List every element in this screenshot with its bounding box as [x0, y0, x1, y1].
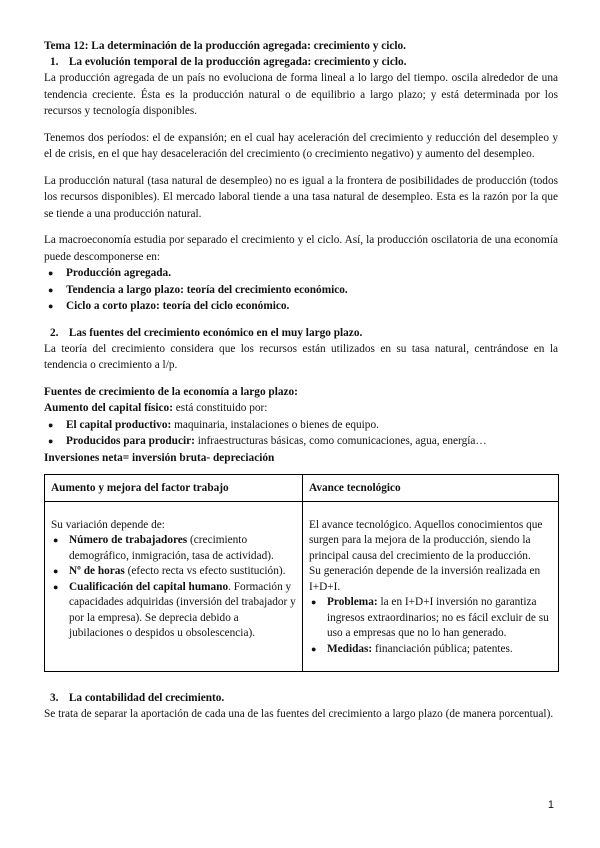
sources-subheading: Fuentes de crecimiento de la economía a largo plazo:: [44, 385, 298, 398]
item-label: El capital productivo:: [66, 418, 172, 431]
document-page: [44, 38, 558, 723]
section-1-paragraph-3: La producción natural (tasa natural de desempleo) no es igual a la frontera de posibilidades de producción (todos los recursos disponibles). El mercado laboral tiende a una tasa natural de desempleo. Esta es la razón por la que se tiende a una producción natural.: [44, 174, 558, 220]
section-1-paragraph-4: La macroeconomía estudia por separado el crecimiento y el ciclo. Así, la producción oscilatoria de una economía puede descomponerse en:: [44, 234, 558, 263]
labor-intro: Su variación depende de:: [51, 518, 165, 531]
technology-list: [309, 595, 552, 657]
section-3-title: La contabilidad del crecimiento.: [68, 692, 225, 704]
table-header-labor: Aumento y mejora del factor trabajo: [45, 475, 303, 502]
item-label: Nº de horas: [69, 565, 125, 577]
list-item: [44, 417, 558, 434]
list-item: [51, 533, 296, 564]
section-3-paragraph-1: Se trata de separar la aportación de cada una de las fuentes del crecimiento a largo plazo (de manera porcentual).: [44, 708, 554, 720]
section-1-number: 1.: [50, 56, 59, 68]
capital-label: Aumento del capital físico:: [44, 402, 173, 414]
list-item: [51, 580, 296, 642]
section-1-paragraph-1: La producción agregada de un país no evoluciona de forma lineal a lo largo del tiempo. oscila alrededor de una tendencia creciente. Ésta es la producción natural o de equilibrio a largo plazo; y está determinada por los recursos y tecnología disponibles.: [44, 72, 558, 117]
page-number: 1: [547, 799, 554, 811]
item-text: . Formación y capacidades adquiridas (inversión del trabajador y por la empresa). Se deprecia debido a jubilaciones o despidos u obsolescencia).: [69, 580, 296, 639]
net-investment-formula: Inversiones neta= inversión bruta- depreciación: [44, 451, 275, 464]
list-item: [51, 564, 296, 580]
section-3-number: 3.: [50, 692, 59, 704]
item-label: Medidas:: [327, 642, 373, 655]
item-text: financiación pública; patentes.: [372, 642, 513, 655]
list-item: [309, 642, 552, 658]
list-item: ● Ciclo a corto plazo: teoría del ciclo económico.: [44, 298, 558, 315]
section-3-heading: [44, 690, 558, 706]
section-2-title: Las fuentes del crecimiento económico en el muy largo plazo.: [68, 326, 363, 339]
item-label: Producidos para producir:: [66, 435, 195, 447]
list-item: ● Producción agregada.: [44, 265, 558, 282]
capital-text: está constituido por:: [172, 402, 268, 414]
section-1-title: La evolución temporal de la producción agregada: crecimiento y ciclo.: [68, 56, 407, 68]
list-item: [309, 595, 552, 642]
capital-list: [44, 417, 558, 450]
technology-paragraph-1: El avance tecnológico. Aquellos conocimientos que surgen para la mejora de la producción, siendo la principal causa del crecimiento de la producción.: [309, 518, 543, 562]
item-text: infraestructuras básicas, como comunicaciones, agua, energía…: [194, 435, 487, 447]
item-text: maquinaria, instalaciones o bienes de equipo.: [171, 418, 379, 431]
decomposition-list: [44, 265, 558, 315]
table-header-technology: Avance tecnológico: [303, 475, 559, 502]
section-2-paragraph-1: La teoría del crecimiento considera que los recursos están utilizados en su tasa natural, centrándose en la tendencia o crecimiento a l/p.: [44, 342, 558, 371]
item-text: (crecimiento demográfico, inmigración, tasa de actividad).: [69, 534, 274, 562]
labor-list: [51, 533, 296, 642]
document-title: Tema 12: La determinación de la producción agregada: crecimiento y ciclo.: [44, 40, 406, 52]
list-item: [44, 433, 558, 450]
table-cell-labor: [45, 514, 303, 672]
table-cell-technology: [303, 514, 559, 672]
technology-paragraph-2: Su generación depende de la inversión realizada en I+D+I.: [309, 565, 541, 593]
growth-sources-table: [44, 474, 559, 672]
item-label: Problema:: [327, 596, 378, 608]
section-1-heading: [44, 54, 558, 70]
capital-paragraph: [44, 400, 558, 417]
section-1-paragraph-2: Tenemos dos períodos: el de expansión; en el cual hay aceleración del crecimiento y reducción del desempleo y el de crisis, en el que hay desaceleración del crecimiento (o crecimiento negativo) y aumento del desempleo.: [44, 131, 558, 160]
list-item: ● Tendencia a largo plazo: teoría del crecimiento económico.: [44, 282, 558, 299]
section-2-heading: [44, 325, 558, 341]
section-2-number: 2.: [50, 326, 59, 339]
item-label: Cualificación del capital humano: [69, 580, 229, 593]
item-text: (efecto recta vs efecto sustitución).: [124, 565, 286, 577]
item-label: Número de trabajadores: [69, 534, 188, 546]
item-text: la en I+D+I inversión no garantiza ingresos extraordinarios; no es fácil excluir de su uso a empresas que no lo han generado.: [327, 596, 549, 639]
